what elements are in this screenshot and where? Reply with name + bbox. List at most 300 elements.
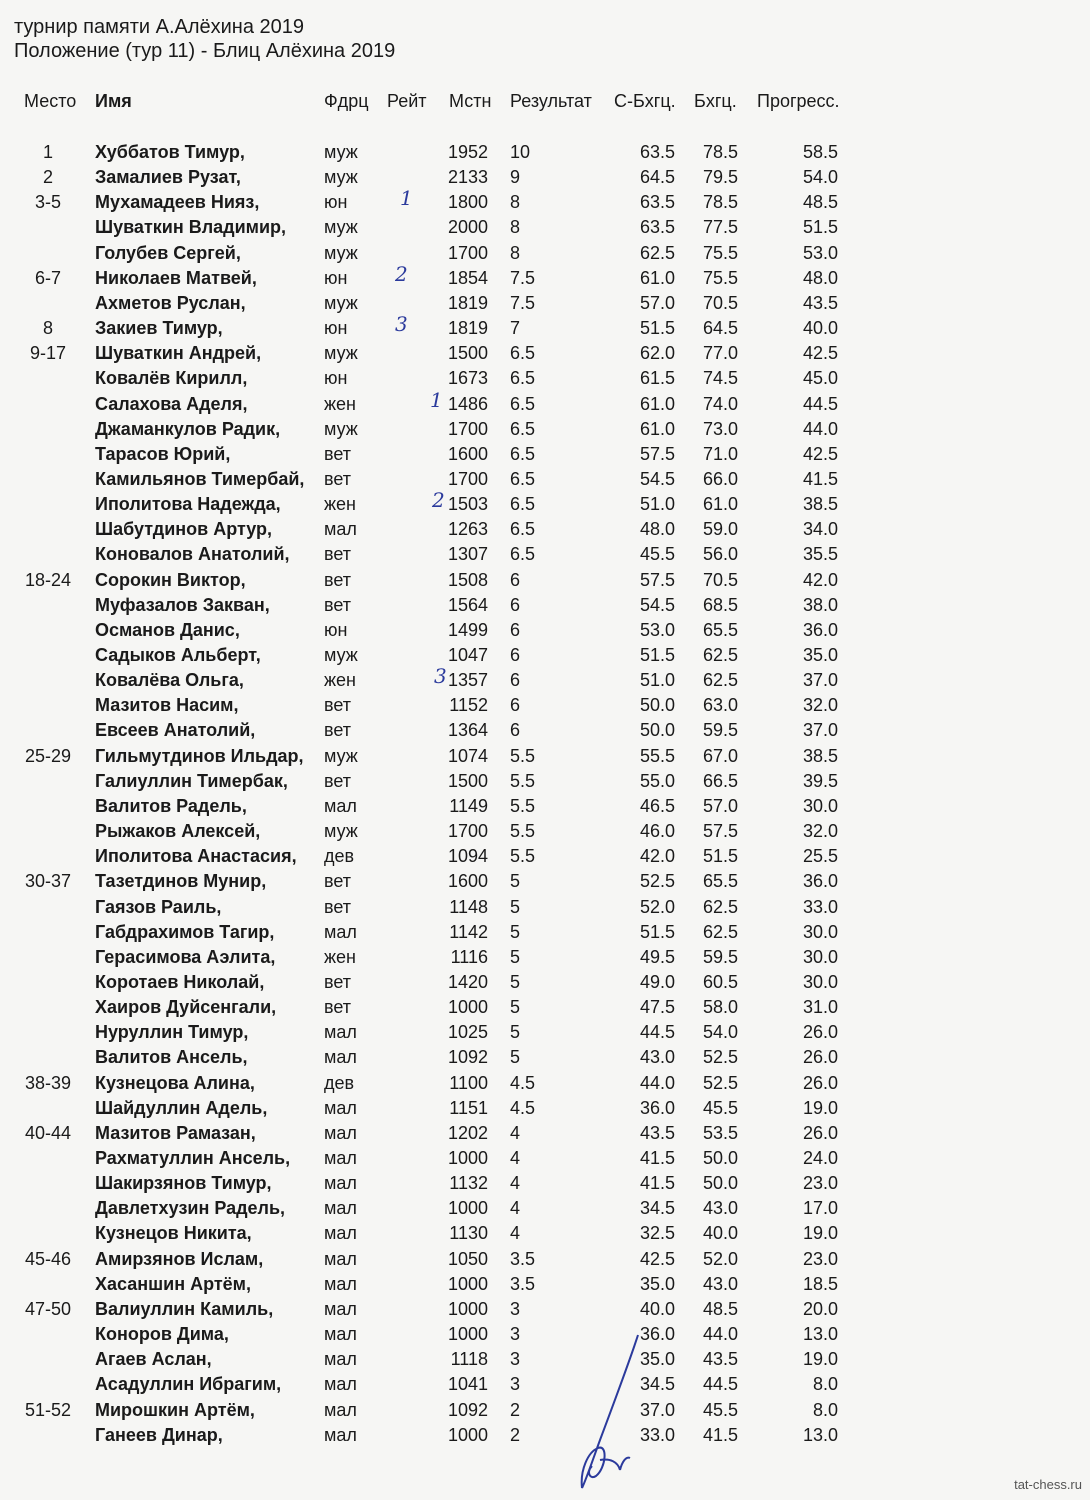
table-row bbox=[0, 593, 1090, 618]
cell-result: 2 bbox=[510, 1424, 521, 1445]
cell-progress: 53.0 bbox=[802, 242, 838, 263]
cell-cut-buchholz: 64.5 bbox=[639, 167, 675, 188]
cell-result: 6 bbox=[510, 670, 521, 691]
cell-place: 30-37 bbox=[24, 871, 72, 892]
cell-player-name: Валиуллин Камиль, bbox=[95, 1298, 274, 1319]
cell-buchholz: 53.5 bbox=[702, 1122, 738, 1143]
cell-player-name: Валитов Радель, bbox=[95, 795, 247, 816]
cell-place: 2 bbox=[42, 167, 53, 188]
cell-buchholz: 56.0 bbox=[702, 544, 738, 565]
cell-progress: 36.0 bbox=[802, 871, 838, 892]
cell-federation: мал bbox=[324, 1022, 357, 1043]
cell-local-rating: 1118 bbox=[450, 1349, 488, 1370]
cell-player-name: Шайдуллин Адель, bbox=[95, 1097, 268, 1118]
cell-cut-buchholz: 33.0 bbox=[639, 1424, 675, 1445]
cell-federation: юн bbox=[324, 619, 348, 640]
cell-progress: 38.0 bbox=[802, 594, 838, 615]
cell-local-rating: 1486 bbox=[447, 393, 488, 414]
cell-buchholz: 74.0 bbox=[702, 393, 738, 414]
cell-player-name: Николаев Матвей, bbox=[95, 267, 257, 288]
cell-result: 8 bbox=[510, 217, 521, 238]
cell-progress: 26.0 bbox=[802, 1122, 838, 1143]
cell-cut-buchholz: 51.0 bbox=[639, 494, 675, 515]
cell-buchholz: 75.5 bbox=[702, 267, 738, 288]
cell-result: 5 bbox=[510, 1022, 521, 1043]
cell-result: 8 bbox=[510, 192, 521, 213]
cell-cut-buchholz: 46.0 bbox=[639, 821, 675, 842]
cell-local-rating: 1050 bbox=[447, 1248, 488, 1269]
cell-buchholz: 71.0 bbox=[702, 443, 738, 464]
cell-cut-buchholz: 51.0 bbox=[639, 670, 675, 691]
table-row bbox=[0, 1196, 1090, 1221]
cell-federation: вет bbox=[324, 997, 352, 1018]
table-row bbox=[0, 241, 1090, 266]
table-row bbox=[0, 1297, 1090, 1322]
cell-federation: вет bbox=[324, 770, 352, 791]
cell-result: 6.5 bbox=[510, 519, 536, 540]
cell-buchholz: 62.5 bbox=[702, 896, 738, 917]
cell-local-rating: 1116 bbox=[450, 946, 488, 967]
table-row bbox=[0, 291, 1090, 316]
cell-progress: 19.0 bbox=[802, 1223, 838, 1244]
table-row bbox=[0, 266, 1090, 291]
cell-federation: вет bbox=[324, 594, 352, 615]
cell-federation: дев bbox=[324, 1072, 355, 1093]
cell-buchholz: 65.5 bbox=[702, 871, 738, 892]
cell-cut-buchholz: 61.0 bbox=[639, 393, 675, 414]
site-watermark: tat-chess.ru bbox=[1014, 1477, 1082, 1492]
cell-progress: 19.0 bbox=[802, 1349, 838, 1370]
cell-cut-buchholz: 40.0 bbox=[639, 1298, 675, 1319]
cell-player-name: Валитов Ансель, bbox=[95, 1047, 248, 1068]
cell-place: 9-17 bbox=[29, 343, 67, 364]
table-row bbox=[0, 1272, 1090, 1297]
cell-cut-buchholz: 36.0 bbox=[639, 1097, 675, 1118]
cell-progress: 18.5 bbox=[802, 1273, 838, 1294]
table-row bbox=[0, 1171, 1090, 1196]
cell-federation: муж bbox=[324, 645, 358, 665]
cell-result: 5 bbox=[510, 896, 521, 917]
cell-federation: вет bbox=[324, 468, 352, 489]
cell-buchholz: 59.5 bbox=[702, 946, 738, 967]
cell-local-rating: 1819 bbox=[447, 292, 488, 313]
cell-cut-buchholz: 42.5 bbox=[639, 1248, 675, 1269]
cell-player-name: Ахметов Руслан, bbox=[95, 292, 246, 313]
cell-federation: муж bbox=[324, 142, 358, 162]
table-row bbox=[0, 643, 1090, 668]
cell-cut-buchholz: 50.0 bbox=[639, 695, 675, 716]
cell-cut-buchholz: 51.5 bbox=[639, 318, 675, 339]
cell-player-name: Шабутдинов Артур, bbox=[95, 519, 273, 540]
table-row bbox=[0, 215, 1090, 240]
cell-cut-buchholz: 41.5 bbox=[639, 1173, 675, 1194]
cell-buchholz: 64.5 bbox=[702, 318, 738, 339]
cell-result: 6.5 bbox=[510, 368, 536, 389]
cell-buchholz: 62.5 bbox=[702, 670, 738, 691]
cell-buchholz: 50.0 bbox=[702, 1148, 738, 1168]
cell-cut-buchholz: 53.0 bbox=[639, 619, 675, 640]
cell-progress: 54.0 bbox=[802, 167, 838, 188]
cell-player-name: Османов Данис, bbox=[95, 619, 240, 640]
cell-player-name: Коновалов Анатолий, bbox=[95, 544, 290, 565]
cell-result: 6.5 bbox=[510, 544, 536, 565]
table-row bbox=[0, 341, 1090, 366]
cell-buchholz: 65.5 bbox=[702, 619, 738, 640]
table-row bbox=[0, 744, 1090, 769]
cell-federation: жен bbox=[324, 494, 356, 515]
cell-buchholz: 43.0 bbox=[702, 1273, 738, 1294]
cell-result: 4.5 bbox=[510, 1072, 536, 1093]
cell-federation: мал bbox=[324, 1148, 357, 1168]
cell-player-name: Галиуллин Тимербак, bbox=[95, 770, 288, 791]
cell-cut-buchholz: 55.5 bbox=[639, 745, 675, 766]
standings-subtitle: Положение (тур 11) - Блиц Алёхина 2019 bbox=[14, 40, 396, 62]
cell-cut-buchholz: 61.0 bbox=[639, 418, 675, 439]
cell-federation: вет bbox=[324, 896, 352, 917]
cell-progress: 24.0 bbox=[802, 1148, 838, 1168]
table-row bbox=[0, 366, 1090, 391]
cell-federation: мал bbox=[324, 1273, 357, 1294]
table-row bbox=[0, 618, 1090, 643]
cell-progress: 39.5 bbox=[802, 770, 838, 791]
cell-cut-buchholz: 61.5 bbox=[639, 368, 675, 389]
cell-local-rating: 1025 bbox=[447, 1022, 488, 1043]
cell-buchholz: 79.5 bbox=[702, 167, 738, 188]
handwritten-mark: 1 bbox=[430, 387, 443, 412]
cell-local-rating: 1092 bbox=[447, 1399, 488, 1420]
table-row bbox=[0, 1221, 1090, 1246]
cell-result: 6 bbox=[510, 619, 521, 640]
cell-player-name: Кузнецов Никита, bbox=[95, 1223, 252, 1244]
table-row bbox=[0, 995, 1090, 1020]
cell-federation: вет bbox=[324, 544, 352, 565]
cell-player-name: Салахова Аделя, bbox=[95, 393, 248, 414]
cell-player-name: Тарасов Юрий, bbox=[95, 443, 231, 464]
cell-progress: 48.5 bbox=[802, 192, 838, 213]
cell-progress: 35.5 bbox=[802, 544, 838, 565]
cell-cut-buchholz: 44.0 bbox=[639, 1072, 675, 1093]
cell-buchholz: 60.5 bbox=[702, 971, 738, 992]
cell-progress: 51.5 bbox=[802, 217, 838, 238]
cell-cut-buchholz: 41.5 bbox=[639, 1148, 675, 1168]
cell-cut-buchholz: 43.0 bbox=[639, 1047, 675, 1068]
cell-local-rating: 1357 bbox=[447, 670, 488, 691]
col-rtg-header: Рейт bbox=[387, 91, 427, 111]
cell-player-name: Давлетхузин Радель, bbox=[95, 1198, 286, 1219]
cell-local-rating: 1100 bbox=[449, 1072, 488, 1093]
cell-cut-buchholz: 51.5 bbox=[639, 645, 675, 665]
cell-buchholz: 75.5 bbox=[702, 242, 738, 263]
cell-result: 7.5 bbox=[510, 292, 536, 313]
cell-player-name: Джаманкулов Радик, bbox=[95, 418, 281, 439]
cell-buchholz: 62.5 bbox=[702, 921, 738, 942]
cell-federation: мал bbox=[324, 519, 357, 540]
cell-local-rating: 1700 bbox=[447, 821, 488, 842]
cell-cut-buchholz: 47.5 bbox=[639, 997, 675, 1018]
cell-place: 18-24 bbox=[24, 569, 72, 590]
cell-local-rating: 2000 bbox=[447, 217, 488, 238]
cell-local-rating: 1074 bbox=[447, 745, 488, 766]
cell-player-name: Шуваткин Андрей, bbox=[95, 343, 262, 364]
cell-result: 5.5 bbox=[510, 795, 536, 816]
cell-local-rating: 1000 bbox=[447, 1298, 488, 1319]
cell-federation: мал bbox=[324, 1349, 357, 1370]
cell-player-name: Коротаев Николай, bbox=[95, 971, 265, 992]
cell-place: 3-5 bbox=[34, 192, 61, 213]
cell-federation: мал bbox=[324, 1399, 357, 1420]
handwritten-mark: 3 bbox=[395, 312, 408, 337]
cell-progress: 33.0 bbox=[802, 896, 838, 917]
cell-progress: 30.0 bbox=[802, 971, 838, 992]
cell-player-name: Замалиев Рузат, bbox=[95, 167, 241, 188]
cell-progress: 37.0 bbox=[802, 670, 838, 691]
cell-local-rating: 1500 bbox=[447, 770, 488, 791]
cell-cut-buchholz: 52.5 bbox=[639, 871, 675, 892]
cell-cut-buchholz: 37.0 bbox=[639, 1399, 675, 1420]
table-row bbox=[0, 568, 1090, 593]
cell-buchholz: 45.5 bbox=[702, 1097, 738, 1118]
cell-progress: 26.0 bbox=[802, 1047, 838, 1068]
cell-progress: 38.5 bbox=[802, 745, 838, 766]
cell-player-name: Хасаншин Артём, bbox=[95, 1273, 251, 1294]
cell-local-rating: 1263 bbox=[447, 519, 488, 540]
cell-cut-buchholz: 57.5 bbox=[639, 443, 675, 464]
cell-progress: 30.0 bbox=[802, 795, 838, 816]
cell-result: 5 bbox=[510, 997, 521, 1018]
cell-buchholz: 59.0 bbox=[702, 519, 738, 540]
cell-federation: муж bbox=[324, 821, 358, 842]
cell-progress: 40.0 bbox=[802, 318, 838, 339]
handwritten-mark: 3 bbox=[434, 664, 447, 689]
table-row bbox=[0, 492, 1090, 517]
cell-player-name: Иполитова Анастасия, bbox=[95, 846, 297, 867]
table-row bbox=[0, 190, 1090, 215]
cell-result: 3.5 bbox=[510, 1248, 536, 1269]
cell-local-rating: 1364 bbox=[447, 720, 488, 741]
cell-federation: муж bbox=[324, 242, 358, 263]
cell-cut-buchholz: 63.5 bbox=[639, 217, 675, 238]
cell-result: 4.5 bbox=[510, 1097, 536, 1118]
cell-local-rating: 1132 bbox=[449, 1173, 488, 1194]
cell-place: 25-29 bbox=[24, 745, 72, 766]
cell-local-rating: 1420 bbox=[447, 971, 488, 992]
table-row bbox=[0, 1423, 1090, 1448]
cell-buchholz: 58.0 bbox=[702, 997, 738, 1018]
cell-result: 3 bbox=[510, 1374, 521, 1395]
cell-progress: 23.0 bbox=[802, 1248, 838, 1269]
cell-cut-buchholz: 42.0 bbox=[639, 846, 675, 867]
cell-result: 4 bbox=[510, 1148, 521, 1168]
cell-buchholz: 61.0 bbox=[702, 494, 738, 515]
cell-cut-buchholz: 49.0 bbox=[639, 971, 675, 992]
cell-federation: юн bbox=[324, 318, 348, 339]
cell-local-rating: 1700 bbox=[447, 418, 488, 439]
cell-place: 1 bbox=[42, 142, 53, 162]
table-row bbox=[0, 1247, 1090, 1272]
cell-cut-buchholz: 50.0 bbox=[639, 720, 675, 741]
cell-local-rating: 1047 bbox=[447, 645, 488, 665]
cell-local-rating: 2133 bbox=[447, 167, 488, 188]
cell-buchholz: 52.5 bbox=[702, 1072, 738, 1093]
cell-buchholz: 44.5 bbox=[702, 1374, 738, 1395]
cell-player-name: Ганеев Динар, bbox=[95, 1424, 223, 1445]
cell-local-rating: 1500 bbox=[447, 343, 488, 364]
cell-player-name: Шуваткин Владимир, bbox=[95, 217, 287, 238]
cell-player-name: Муфазалов Закван, bbox=[95, 594, 270, 615]
cell-progress: 37.0 bbox=[802, 720, 838, 741]
cell-result: 5.5 bbox=[510, 770, 536, 791]
table-row bbox=[0, 920, 1090, 945]
cell-result: 5.5 bbox=[510, 821, 536, 842]
cell-progress: 26.0 bbox=[802, 1072, 838, 1093]
cell-local-rating: 1092 bbox=[447, 1047, 488, 1068]
cell-result: 4 bbox=[510, 1173, 521, 1194]
cell-progress: 17.0 bbox=[802, 1198, 838, 1219]
cell-buchholz: 70.5 bbox=[702, 569, 738, 590]
cell-federation: юн bbox=[324, 368, 348, 389]
cell-result: 4 bbox=[510, 1122, 521, 1143]
cell-buchholz: 66.0 bbox=[702, 468, 738, 489]
col-buch-header: Бхгц. bbox=[694, 91, 737, 111]
table-row bbox=[0, 392, 1090, 417]
cell-player-name: Габдрахимов Тагир, bbox=[95, 921, 275, 942]
cell-buchholz: 52.0 bbox=[702, 1248, 738, 1269]
cell-cut-buchholz: 52.0 bbox=[639, 896, 675, 917]
cell-player-name: Мазитов Рамазан, bbox=[95, 1122, 256, 1143]
cell-player-name: Голубев Сергей, bbox=[95, 242, 241, 263]
cell-federation: муж bbox=[324, 418, 358, 439]
cell-place: 40-44 bbox=[24, 1122, 72, 1143]
cell-result: 2 bbox=[510, 1399, 521, 1420]
cell-progress: 13.0 bbox=[802, 1424, 838, 1445]
cell-player-name: Хуббатов Тимур, bbox=[95, 142, 245, 162]
cell-result: 6 bbox=[510, 569, 521, 590]
cell-progress: 26.0 bbox=[802, 1022, 838, 1043]
cell-player-name: Мухамадеев Нияз, bbox=[95, 192, 260, 213]
cell-buchholz: 78.5 bbox=[702, 192, 738, 213]
cell-cut-buchholz: 63.5 bbox=[639, 142, 675, 162]
table-row bbox=[0, 1121, 1090, 1146]
cell-result: 5 bbox=[510, 1047, 521, 1068]
col-name-header: Имя bbox=[95, 91, 132, 111]
table-row bbox=[0, 718, 1090, 743]
cell-buchholz: 45.5 bbox=[702, 1399, 738, 1420]
cell-buchholz: 62.5 bbox=[702, 645, 738, 665]
table-row bbox=[0, 1146, 1090, 1171]
cell-player-name: Закиев Тимур, bbox=[95, 318, 223, 339]
table-row bbox=[0, 945, 1090, 970]
cell-federation: жен bbox=[324, 670, 356, 691]
cell-progress: 58.5 bbox=[802, 142, 838, 162]
cell-progress: 44.5 bbox=[802, 393, 838, 414]
cell-progress: 42.5 bbox=[802, 343, 838, 364]
cell-buchholz: 57.0 bbox=[702, 795, 738, 816]
table-row bbox=[0, 869, 1090, 894]
cell-result: 3 bbox=[510, 1349, 521, 1370]
cell-cut-buchholz: 63.5 bbox=[639, 192, 675, 213]
cell-cut-buchholz: 62.5 bbox=[639, 242, 675, 263]
cell-local-rating: 1000 bbox=[447, 1198, 488, 1219]
cell-buchholz: 59.5 bbox=[702, 720, 738, 741]
cell-result: 3 bbox=[510, 1324, 521, 1345]
cell-result: 6.5 bbox=[510, 393, 536, 414]
table-row bbox=[0, 1020, 1090, 1045]
cell-federation: вет bbox=[324, 443, 352, 464]
table-row bbox=[0, 467, 1090, 492]
cell-local-rating: 1148 bbox=[449, 896, 488, 917]
cell-federation: вет bbox=[324, 871, 352, 892]
cell-cut-buchholz: 57.0 bbox=[639, 292, 675, 313]
table-row bbox=[0, 165, 1090, 190]
table-row bbox=[0, 693, 1090, 718]
cell-cut-buchholz: 62.0 bbox=[639, 343, 675, 364]
cell-result: 3.5 bbox=[510, 1273, 536, 1294]
cell-player-name: Евсеев Анатолий, bbox=[95, 720, 256, 741]
table-row bbox=[0, 1372, 1090, 1397]
cell-progress: 38.5 bbox=[802, 494, 838, 515]
cell-result: 6 bbox=[510, 645, 521, 665]
cell-local-rating: 1854 bbox=[447, 267, 488, 288]
cell-result: 8 bbox=[510, 242, 521, 263]
cell-local-rating: 1000 bbox=[447, 1148, 488, 1168]
cell-progress: 19.0 bbox=[802, 1097, 838, 1118]
handwritten-mark: 2 bbox=[395, 261, 408, 286]
cell-buchholz: 44.0 bbox=[702, 1324, 738, 1345]
cell-federation: мал bbox=[324, 1298, 357, 1319]
cell-federation: мал bbox=[324, 1424, 357, 1445]
cell-result: 6.5 bbox=[510, 418, 536, 439]
cell-place: 51-52 bbox=[24, 1399, 72, 1420]
cell-local-rating: 1152 bbox=[449, 695, 488, 716]
cell-place: 38-39 bbox=[24, 1072, 72, 1093]
cell-result: 5 bbox=[510, 871, 521, 892]
cell-progress: 42.5 bbox=[802, 443, 838, 464]
table-row bbox=[0, 316, 1090, 341]
cell-result: 3 bbox=[510, 1298, 521, 1319]
tournament-title: турнир памяти А.Алёхина 2019 bbox=[14, 16, 305, 38]
cell-result: 6.5 bbox=[510, 443, 536, 464]
cell-cut-buchholz: 44.5 bbox=[639, 1022, 675, 1043]
cell-federation: муж bbox=[324, 292, 358, 313]
table-row bbox=[0, 1322, 1090, 1347]
cell-player-name: Рыжаков Алексей, bbox=[95, 821, 261, 842]
cell-result: 6.5 bbox=[510, 343, 536, 364]
cell-place: 6-7 bbox=[34, 267, 61, 288]
cell-player-name: Иполитова Надежда, bbox=[95, 494, 281, 515]
cell-cut-buchholz: 61.0 bbox=[639, 267, 675, 288]
cell-cut-buchholz: 49.5 bbox=[639, 946, 675, 967]
cell-cut-buchholz: 48.0 bbox=[639, 519, 675, 540]
handwritten-mark: 2 bbox=[432, 488, 445, 513]
cell-progress: 30.0 bbox=[802, 946, 838, 967]
cell-cut-buchholz: 35.0 bbox=[639, 1273, 675, 1294]
cell-progress: 35.0 bbox=[802, 645, 838, 665]
cell-progress: 43.5 bbox=[802, 292, 838, 313]
cell-federation: мал bbox=[324, 1173, 357, 1194]
cell-result: 6.5 bbox=[510, 494, 536, 515]
cell-progress: 41.5 bbox=[802, 468, 838, 489]
cell-cut-buchholz: 51.5 bbox=[639, 921, 675, 942]
cell-federation: вет bbox=[324, 695, 352, 716]
cell-result: 5 bbox=[510, 971, 521, 992]
table-row bbox=[0, 668, 1090, 693]
cell-local-rating: 1151 bbox=[449, 1097, 488, 1118]
cell-player-name: Нуруллин Тимур, bbox=[95, 1022, 249, 1043]
cell-local-rating: 1700 bbox=[447, 468, 488, 489]
cell-local-rating: 1000 bbox=[447, 997, 488, 1018]
table-row bbox=[0, 769, 1090, 794]
col-result-header: Результат bbox=[510, 91, 592, 111]
